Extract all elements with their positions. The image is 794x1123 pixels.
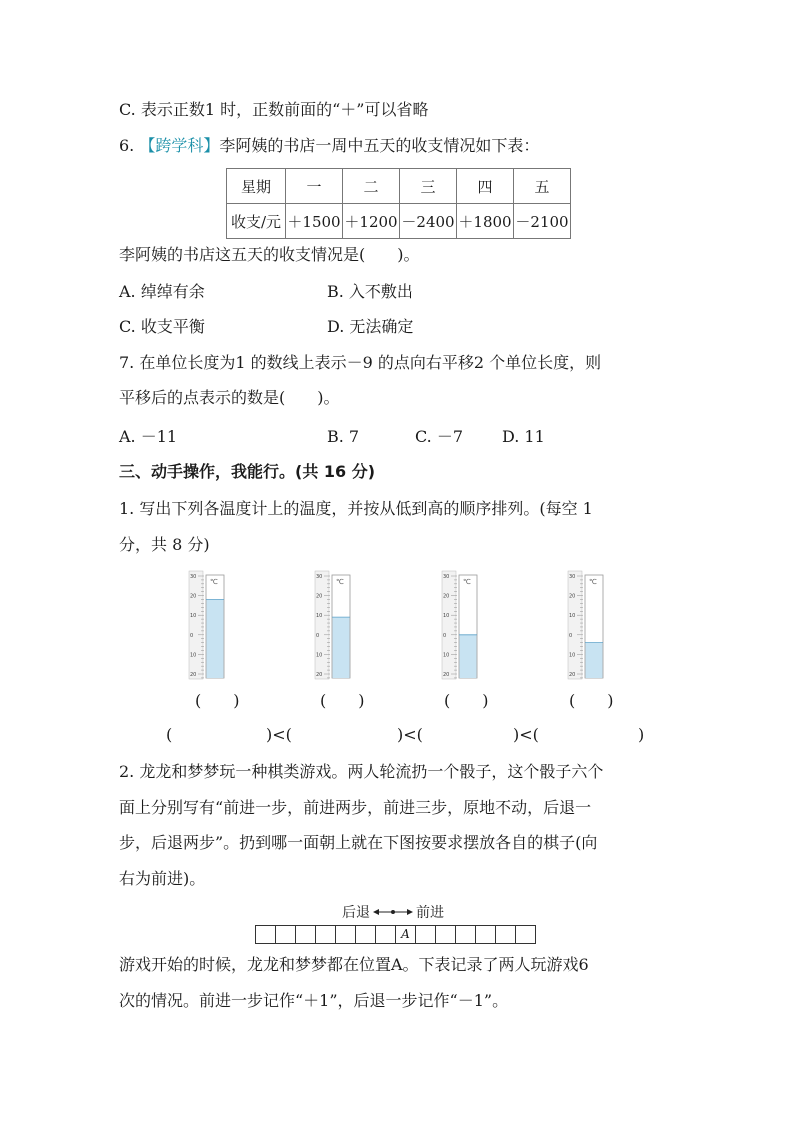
q6-text: 李阿姨的书店一周中五天的收支情况如下表： (219, 136, 540, 155)
scale-panel (315, 571, 329, 679)
back-label: 后退 (342, 905, 370, 921)
liquid-column (460, 635, 477, 678)
board-cell (476, 926, 496, 943)
scale-panel (568, 571, 582, 679)
order-less-than-1: )<( (266, 725, 292, 744)
board-cell (496, 926, 516, 943)
board-cell (516, 926, 535, 943)
tick-label: 10 (569, 613, 576, 620)
thermometer-2 (314, 570, 354, 680)
unit-label: ℃ (336, 578, 344, 586)
tick-label: 10 (316, 652, 323, 659)
unit-label: ℃ (589, 578, 597, 586)
board-cell (336, 926, 356, 943)
q6-stem (119, 135, 539, 157)
board-cell (316, 926, 336, 943)
tick-label: 10 (316, 613, 323, 620)
liquid-column (586, 643, 603, 678)
tick-label: 20 (569, 672, 576, 678)
q6-tag-cross-subject: 【跨学科】 (139, 136, 220, 155)
unit-label: ℃ (463, 578, 471, 586)
tick-label: 0 (316, 632, 320, 639)
table-cell: ＋1500 (286, 204, 343, 239)
tick-label: 10 (443, 652, 450, 659)
table-cell: 三 (400, 169, 457, 204)
order-less-than-3: )<( (513, 725, 539, 744)
s3-q2-line1: 2. 龙龙和梦梦玩一种棋类游戏。两人轮流扔一个骰子，这个骰子六个 (119, 762, 604, 781)
tick-label: 20 (316, 672, 323, 678)
scale-panel (442, 571, 456, 679)
thermometer-4 (567, 570, 607, 680)
q7-option-b[interactable]: B. 7 (327, 427, 360, 446)
table-cell: ＋1800 (457, 204, 514, 239)
order-less-than-2: )<( (397, 725, 423, 744)
thermometer-svg (188, 570, 228, 680)
q6-option-d[interactable]: D. 无法确定 (327, 317, 414, 336)
double-arrow-icon (373, 907, 413, 917)
table-cell: 星期 (227, 169, 286, 204)
board-cell (436, 926, 456, 943)
s3-q1-line2: 分，共 8 分) (119, 535, 210, 554)
s3-q2-line6: 次的情况。前进一步记作“＋1”，后退一步记作“－1”。 (119, 991, 509, 1010)
tick-label: 10 (190, 652, 197, 659)
s3-q2-line3: 步，后退两步”。扔到哪一面朝上就在下图按要求摆放各自的棋子(向 (119, 833, 598, 852)
tick-label: 10 (569, 652, 576, 659)
q6-option-a[interactable]: A. 绰绰有余 (119, 282, 205, 301)
q7-option-d[interactable]: D. 11 (502, 427, 545, 446)
tick-label: 0 (569, 632, 573, 639)
tick-label: 20 (443, 672, 450, 678)
s3-q2-line4: 右为前进)。 (119, 869, 206, 888)
thermometer-2-answer-blank[interactable]: ( ) (320, 691, 365, 710)
table-cell: －2100 (514, 204, 571, 239)
s3-q1-line1: 1. 写出下列各温度计上的温度，并按从低到高的顺序排列。(每空 1 (119, 499, 593, 518)
thermometer-svg (567, 570, 607, 680)
thermometer-1-answer-blank[interactable]: ( ) (195, 691, 240, 710)
s3-q2-line2: 面上分别写有“前进一步，前进两步，前进三步，原地不动，后退一 (119, 798, 592, 817)
order-open-paren: ( (166, 725, 173, 744)
unit-label: ℃ (210, 578, 218, 586)
s3-q2-line5: 游戏开始的时候，龙龙和梦梦都在位置A。下表记录了两人玩游戏6 (119, 955, 589, 974)
table-header-row (227, 169, 571, 204)
tick-label: 0 (443, 632, 447, 639)
order-close-paren: ) (638, 725, 645, 744)
thermometer-3-answer-blank[interactable]: ( ) (444, 691, 489, 710)
board-cell (456, 926, 476, 943)
q7-option-a[interactable]: A. －11 (119, 427, 178, 446)
tick-label: 20 (569, 593, 576, 600)
forward-label: 前进 (416, 905, 444, 921)
tick-label: 0 (190, 632, 194, 639)
tick-label: 30 (569, 574, 576, 580)
thermometer-4-answer-blank[interactable]: ( ) (569, 691, 614, 710)
direction-legend (342, 902, 444, 922)
tick-label: 10 (190, 613, 197, 620)
tick-label: 30 (190, 574, 197, 580)
tick-label: 20 (190, 672, 197, 678)
thermometer-svg (314, 570, 354, 680)
q6-option-c[interactable]: C. 收支平衡 (119, 317, 205, 336)
q6-option-b[interactable]: B. 入不敷出 (327, 282, 413, 301)
board-cell (296, 926, 316, 943)
board-cell (416, 926, 436, 943)
tick-label: 30 (443, 574, 450, 580)
table-cell: 四 (457, 169, 514, 204)
board-cell (256, 926, 276, 943)
tick-label: 20 (316, 593, 323, 600)
game-board (255, 925, 536, 944)
thermometer-3 (441, 570, 481, 680)
q5-option-c: C. 表示正数1 时，正数前面的“＋”可以省略 (119, 100, 429, 119)
tick-label: 20 (190, 593, 197, 600)
scale-panel (189, 571, 203, 679)
q6-number: 6. (119, 136, 140, 155)
tick-label: 10 (443, 613, 450, 620)
thermometer-svg (441, 570, 481, 680)
table-cell: 五 (514, 169, 571, 204)
board-cell (276, 926, 296, 943)
board-cell-a: A (396, 926, 416, 943)
table-cell: 收支/元 (227, 204, 286, 239)
tick-label: 30 (316, 574, 323, 580)
table-row (227, 204, 571, 239)
table-cell: ＋1200 (343, 204, 400, 239)
q7-option-c[interactable]: C. －7 (415, 427, 464, 446)
q7-line2: 平移后的点表示的数是( )。 (119, 388, 340, 407)
tick-label: 20 (443, 593, 450, 600)
q6-question: 李阿姨的书店这五天的收支情况是( )。 (119, 245, 420, 264)
board-cell (356, 926, 376, 943)
section-3-heading: 三、动手操作，我能行。(共 16 分) (119, 462, 376, 481)
thermometer-1 (188, 570, 228, 680)
liquid-column (207, 600, 224, 678)
q7-line1: 7. 在单位长度为1 的数线上表示－9 的点向右平移2 个单位长度，则 (119, 353, 602, 372)
table-cell: －2400 (400, 204, 457, 239)
board-cell (376, 926, 396, 943)
table-cell: 二 (343, 169, 400, 204)
income-expense-table (226, 168, 571, 239)
liquid-column (333, 617, 350, 678)
table-cell: 一 (286, 169, 343, 204)
